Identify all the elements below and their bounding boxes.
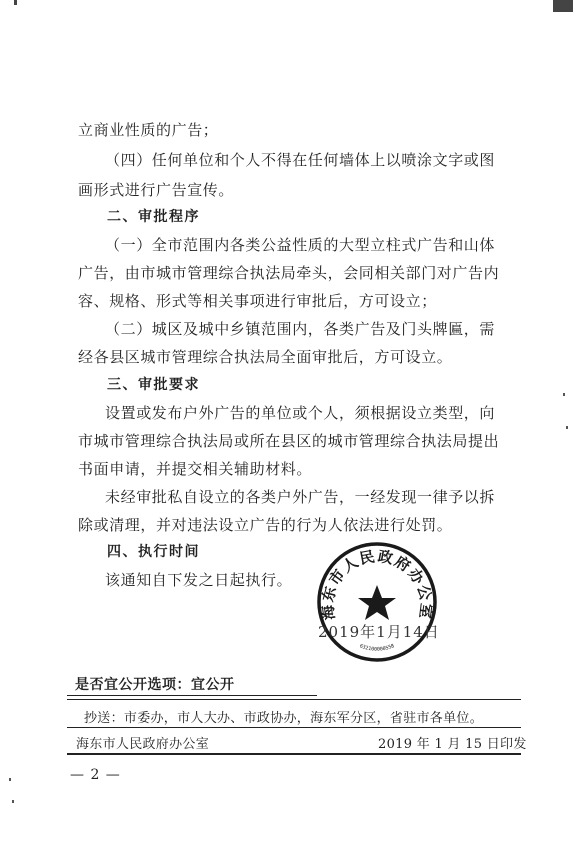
disclosure-option: 是否宜公开选项：宜公开 <box>75 677 235 693</box>
seal-organization-text: 海东市人民政府办公室 <box>318 547 436 622</box>
body-line: （一）全市范围内各类公益性质的大型立柱式广告和山体 <box>105 236 496 254</box>
body-line: 画形式进行广告宣传。 <box>78 181 235 199</box>
divider <box>67 699 521 700</box>
scan-speck <box>9 778 11 781</box>
divider <box>67 727 521 728</box>
divider <box>67 695 317 696</box>
page-number: — 2 — <box>70 767 121 783</box>
scan-speck <box>566 426 568 429</box>
cc-line: 抄送：市委办，市人大办、市政协办，海东军分区，省驻市各单位。 <box>84 711 484 726</box>
section-heading: 三、审批要求 <box>107 377 200 393</box>
body-line: 未经审批私自设立的各类户外广告，一经发现一律予以拆 <box>105 488 496 506</box>
body-line: 市城市管理综合执法局或所在县区的城市管理综合执法局提出 <box>78 432 500 450</box>
scan-mark <box>14 0 17 5</box>
body-line: 设置或发布户外广告的单位或个人，须根据设立类型，向 <box>105 404 496 422</box>
seal-code-text: 632100000558 <box>358 643 396 653</box>
divider <box>67 753 521 755</box>
seal-star-icon <box>358 585 396 620</box>
scan-mark <box>553 0 573 12</box>
official-seal <box>316 541 438 663</box>
section-heading: 二、审批程序 <box>107 209 200 225</box>
body-line: （二）城区及城中乡镇范围内，各类广告及门头牌匾，需 <box>105 320 496 338</box>
body-line: （四）任何单位和个人不得在任何墙体上以喷涂文字或图 <box>105 151 496 169</box>
body-line: 经各县区城市管理综合执法局全面审批后，方可设立。 <box>78 348 453 366</box>
body-line: 除或清理，并对违法设立广告的行为人依法进行处罚。 <box>78 516 453 534</box>
print-date: 2019 年 1 月 15 日印发 <box>378 737 527 752</box>
scan-speck <box>563 393 565 396</box>
svg-text:632100000558 <box>359 643 396 653</box>
body-line: 立商业性质的广告； <box>78 121 219 139</box>
body-line: 书面申请，并提交相关辅助材料。 <box>78 460 313 478</box>
section-heading: 四、执行时间 <box>107 544 200 560</box>
body-line: 广告，由市城市管理综合执法局牵头，会同相关部门对广告内 <box>78 264 500 282</box>
issuing-office: 海东市人民政府办公室 <box>76 737 210 752</box>
body-line: 该通知自下发之日起执行。 <box>105 571 293 589</box>
body-line: 容、规格、形式等相关事项进行审批后，方可设立； <box>78 292 437 310</box>
scan-speck <box>12 800 14 803</box>
signature-date: 2019年1月14日 <box>318 623 440 641</box>
